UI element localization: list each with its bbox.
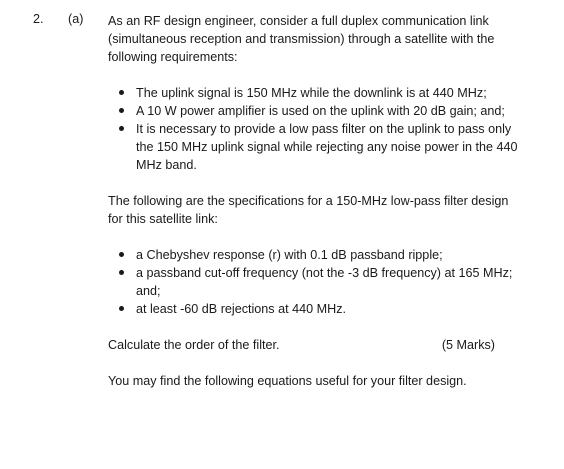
bullet-icon: [119, 252, 124, 257]
specs-list: [108, 246, 518, 318]
list-item: a Chebyshev response (r) with 0.1 dB passband ripple;: [108, 246, 518, 264]
list-item: A 10 W power amplifier is used on the uplink with 20 dB gain; and;: [108, 102, 518, 120]
intro-paragraph: As an RF design engineer, consider a full duplex communication link (simultaneous reception and transmission) through a satellite with the following requirements:: [108, 14, 495, 64]
question-body: [108, 12, 518, 390]
note-paragraph: You may find the following equations useful for your filter design.: [108, 374, 467, 388]
list-item: It is necessary to provide a low pass filter on the uplink to pass only the 150 MHz uplink signal while rejecting any noise power in the 440 MHz band.: [108, 120, 518, 174]
list-item: The uplink signal is 150 MHz while the downlink is at 440 MHz;: [108, 84, 518, 102]
requirements-list: [108, 84, 518, 174]
spec-intro-paragraph: The following are the specifications for a 150-MHz low-pass filter design for this satellite link:: [108, 194, 509, 226]
list-item: at least -60 dB rejections at 440 MHz.: [108, 300, 518, 318]
question-number: 2.: [33, 12, 44, 26]
task-text: Calculate the order of the filter.: [108, 338, 280, 352]
marks-label: (5 Marks): [441, 338, 495, 352]
question-part-label: (a): [68, 12, 84, 26]
bullet-icon: [119, 108, 124, 113]
list-item: a passband cut-off frequency (not the -3 dB frequency) at 165 MHz; and;: [108, 264, 518, 300]
task-row: [108, 336, 518, 354]
bullet-icon: [119, 90, 124, 95]
bullet-icon: [119, 270, 124, 275]
bullet-icon: [119, 306, 124, 311]
bullet-icon: [119, 126, 124, 131]
